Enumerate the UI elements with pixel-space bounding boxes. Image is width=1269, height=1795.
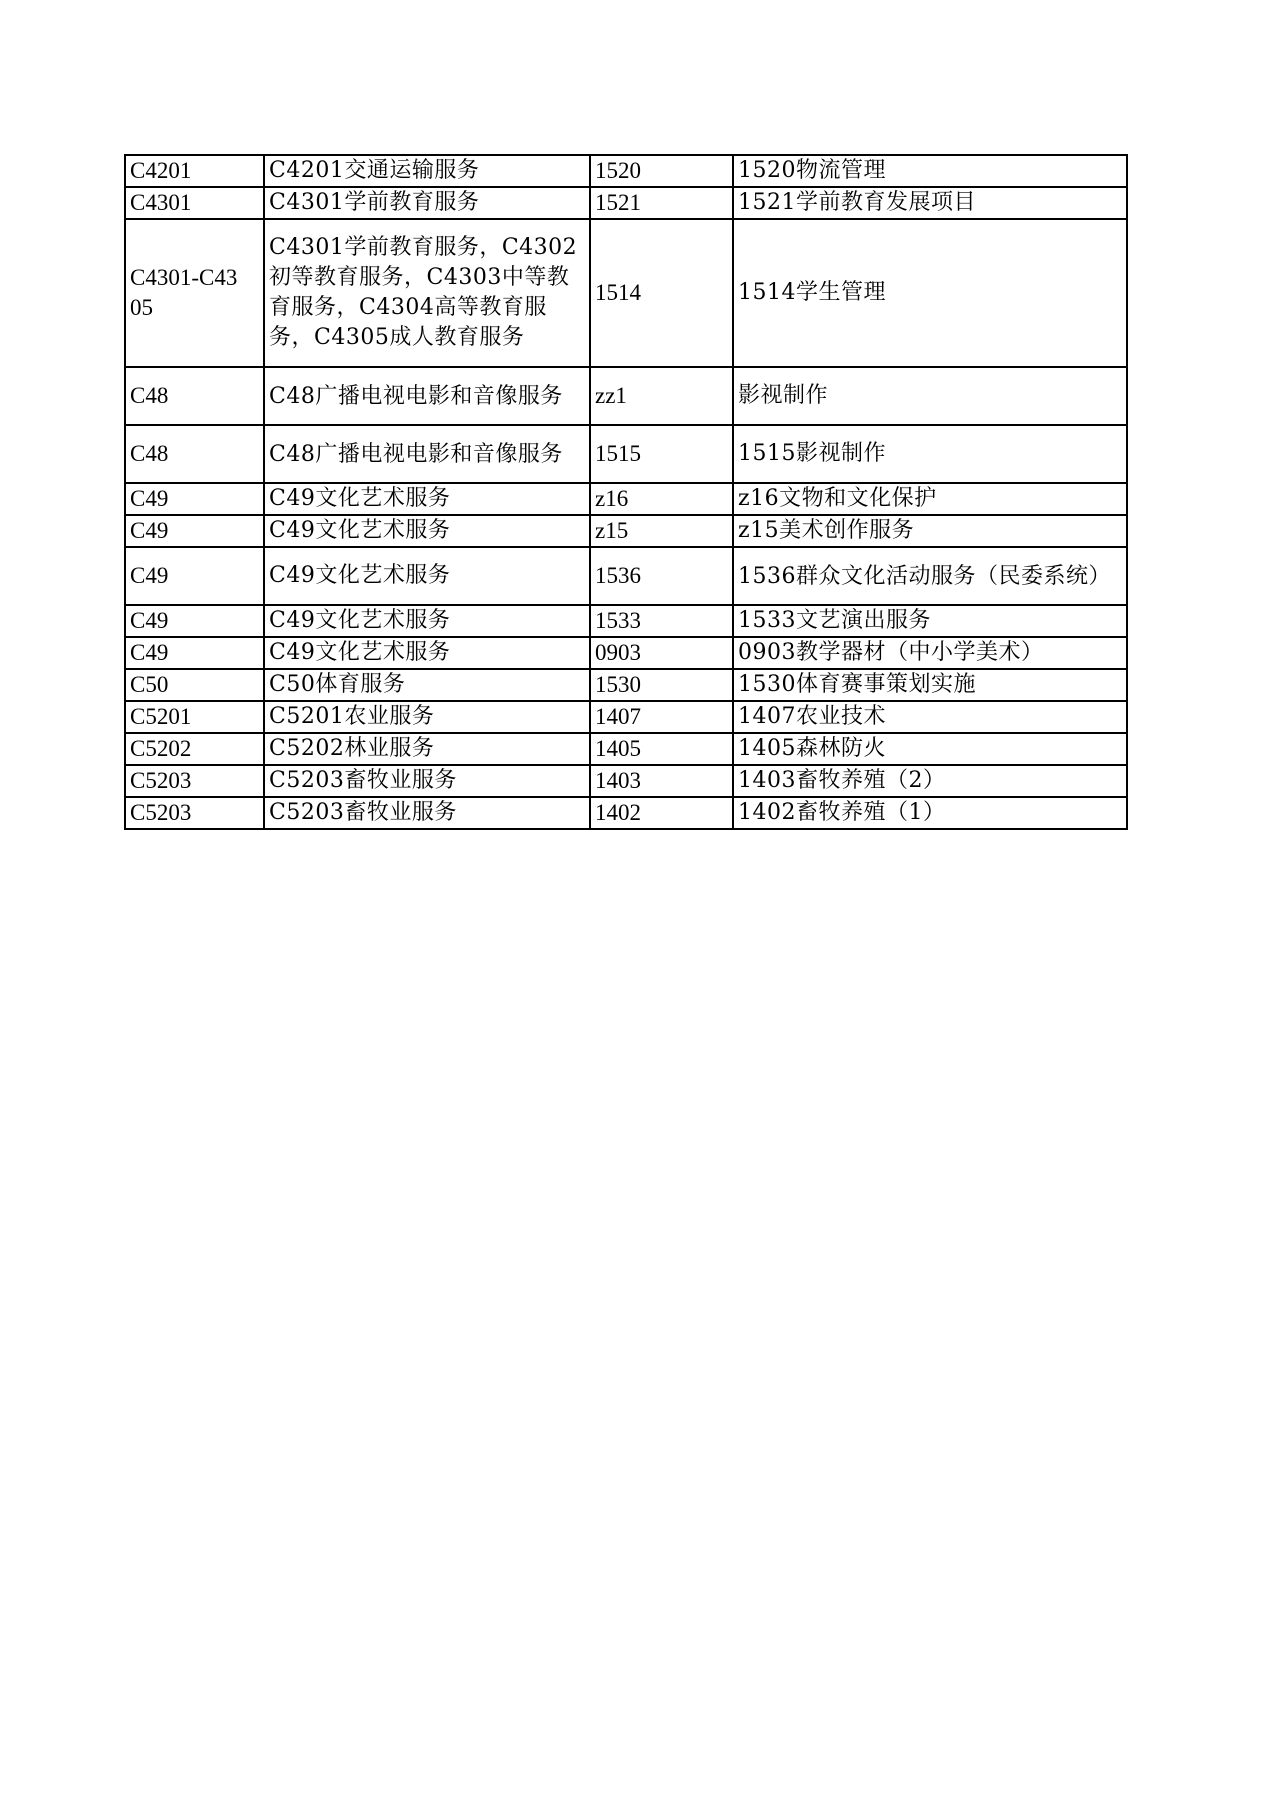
code-cell: C5203 bbox=[125, 797, 264, 829]
item-cell: 1530体育赛事策划实施 bbox=[733, 669, 1127, 701]
table-row bbox=[125, 605, 1127, 637]
code-cell: C5202 bbox=[125, 733, 264, 765]
table-row bbox=[125, 797, 1127, 829]
code-cell: C4201 bbox=[125, 155, 264, 187]
item-cell: 1521学前教育发展项目 bbox=[733, 187, 1127, 219]
table-row bbox=[125, 187, 1127, 219]
table-row bbox=[125, 515, 1127, 547]
item-cell: z16文物和文化保护 bbox=[733, 483, 1127, 515]
service-cell: C4301学前教育服务，C4302初等教育服务，C4303中等教育服务，C4304高等教育服务，C4305成人教育服务 bbox=[264, 219, 590, 367]
item-cell: 1403畜牧养殖（2） bbox=[733, 765, 1127, 797]
service-cell: C50体育服务 bbox=[264, 669, 590, 701]
code-cell: C5203 bbox=[125, 765, 264, 797]
item-cell: 1515影视制作 bbox=[733, 425, 1127, 483]
table-row bbox=[125, 219, 1127, 367]
service-cell: C5201农业服务 bbox=[264, 701, 590, 733]
number-cell: 0903 bbox=[590, 637, 733, 669]
number-cell: 1405 bbox=[590, 733, 733, 765]
service-cell: C48广播电视电影和音像服务 bbox=[264, 367, 590, 425]
service-cell: C5203畜牧业服务 bbox=[264, 797, 590, 829]
table-row bbox=[125, 733, 1127, 765]
item-cell: 1405森林防火 bbox=[733, 733, 1127, 765]
table-row bbox=[125, 637, 1127, 669]
service-cell: C49文化艺术服务 bbox=[264, 515, 590, 547]
number-cell: z15 bbox=[590, 515, 733, 547]
table-row bbox=[125, 483, 1127, 515]
code-cell: C4301-C4305 bbox=[125, 219, 264, 367]
number-cell: 1520 bbox=[590, 155, 733, 187]
number-cell: 1403 bbox=[590, 765, 733, 797]
table-row bbox=[125, 425, 1127, 483]
service-cell: C5202林业服务 bbox=[264, 733, 590, 765]
service-cell: C49文化艺术服务 bbox=[264, 637, 590, 669]
number-cell: 1515 bbox=[590, 425, 733, 483]
item-cell: 1514学生管理 bbox=[733, 219, 1127, 367]
item-cell: 1520物流管理 bbox=[733, 155, 1127, 187]
item-cell: z15美术创作服务 bbox=[733, 515, 1127, 547]
code-cell: C4301 bbox=[125, 187, 264, 219]
code-cell: C49 bbox=[125, 637, 264, 669]
item-cell: 0903教学器材（中小学美术） bbox=[733, 637, 1127, 669]
classification-table bbox=[124, 154, 1128, 830]
number-cell: 1407 bbox=[590, 701, 733, 733]
item-cell: 影视制作 bbox=[733, 367, 1127, 425]
code-cell: C50 bbox=[125, 669, 264, 701]
service-cell: C49文化艺术服务 bbox=[264, 547, 590, 605]
service-cell: C49文化艺术服务 bbox=[264, 483, 590, 515]
table-row bbox=[125, 669, 1127, 701]
number-cell: 1536 bbox=[590, 547, 733, 605]
code-cell: C49 bbox=[125, 515, 264, 547]
item-cell: 1533文艺演出服务 bbox=[733, 605, 1127, 637]
service-cell: C5203畜牧业服务 bbox=[264, 765, 590, 797]
table-row bbox=[125, 547, 1127, 605]
table-row bbox=[125, 701, 1127, 733]
item-cell: 1402畜牧养殖（1） bbox=[733, 797, 1127, 829]
item-cell: 1536群众文化活动服务（民委系统） bbox=[733, 547, 1127, 605]
number-cell: 1530 bbox=[590, 669, 733, 701]
number-cell: z16 bbox=[590, 483, 733, 515]
code-cell: C49 bbox=[125, 605, 264, 637]
service-cell: C4301学前教育服务 bbox=[264, 187, 590, 219]
table-row bbox=[125, 155, 1127, 187]
number-cell: 1521 bbox=[590, 187, 733, 219]
number-cell: 1514 bbox=[590, 219, 733, 367]
item-cell: 1407农业技术 bbox=[733, 701, 1127, 733]
table-row bbox=[125, 367, 1127, 425]
table-row bbox=[125, 765, 1127, 797]
code-cell: C48 bbox=[125, 425, 264, 483]
number-cell: zz1 bbox=[590, 367, 733, 425]
service-cell: C49文化艺术服务 bbox=[264, 605, 590, 637]
code-cell: C5201 bbox=[125, 701, 264, 733]
code-cell: C49 bbox=[125, 547, 264, 605]
number-cell: 1533 bbox=[590, 605, 733, 637]
number-cell: 1402 bbox=[590, 797, 733, 829]
service-cell: C48广播电视电影和音像服务 bbox=[264, 425, 590, 483]
service-cell: C4201交通运输服务 bbox=[264, 155, 590, 187]
code-cell: C49 bbox=[125, 483, 264, 515]
code-cell: C48 bbox=[125, 367, 264, 425]
